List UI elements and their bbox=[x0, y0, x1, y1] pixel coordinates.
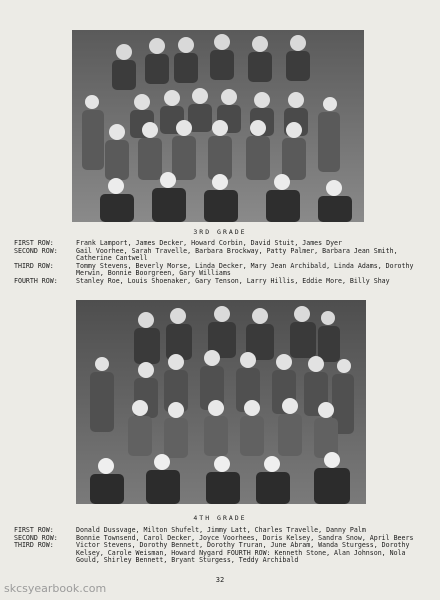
names-list-3rd-grade bbox=[14, 240, 426, 286]
row-names: Tommy Stevens, Beverly Morse, Linda Decker, Mary Jean Archibald, Linda Adams, Dorothy Merwin, Bonnie Boorgreen, Gary Williams bbox=[76, 261, 414, 278]
names-list-4th-grade bbox=[14, 527, 426, 565]
row-label: THIRD ROW: bbox=[14, 261, 54, 270]
row-names: Stanley Roe, Louis Shoenaker, Gary Tenson, Larry Hillis, Eddie More, Billy Shay bbox=[76, 276, 390, 285]
row-names: Gail Voorhee, Sarah Travelle, Barbara Brockway, Patty Palmer, Barbara Jean Smith, Catherine Cantwell bbox=[76, 246, 398, 263]
row-label: THIRD ROW: bbox=[14, 541, 54, 550]
class-photo-3rd-grade bbox=[72, 30, 364, 222]
row-names: Bonnie Townsend, Carol Decker, Joyce Voorhees, Doris Kelsey, Sandra Snow, April Beers bbox=[76, 533, 414, 542]
class-photo-4th-grade bbox=[76, 300, 366, 504]
caption-4th-grade: 4TH GRADE bbox=[193, 514, 247, 522]
page-number: 32 bbox=[215, 576, 225, 584]
row-label: FOURTH ROW: bbox=[14, 276, 58, 285]
row-label: SECOND ROW: bbox=[14, 533, 58, 542]
class-photo-4th-grade-image bbox=[76, 300, 366, 504]
row-label: FIRST ROW: bbox=[14, 526, 54, 534]
name-row bbox=[14, 278, 426, 286]
row-names: Donald Dussvage, Milton Shufelt, Jimmy Latt, Charles Travelle, Danny Palm bbox=[76, 526, 366, 534]
caption-3rd-grade: 3RD GRADE bbox=[193, 228, 247, 236]
watermark: skcsyearbook.com bbox=[4, 582, 107, 595]
row-names: Victor Stevens, Dorothy Bennett, Dorothy Truran, June Abram, Wanda Sturgess, Dorothy Kelsey, Carole Weisman, Howard Nygard FOURTH ROW: Kenneth Stone, Alan Johnson, Nola Gould, Shirley Bennett, Bryant Sturgess, Teddy Archibald bbox=[76, 541, 410, 565]
name-row bbox=[14, 263, 426, 278]
row-label: FIRST ROW: bbox=[14, 239, 54, 247]
name-row bbox=[14, 542, 426, 565]
name-row bbox=[14, 248, 426, 263]
row-label: SECOND ROW: bbox=[14, 246, 58, 255]
row-names: Frank Lamport, James Decker, Howard Corbin, David Stuit, James Dyer bbox=[76, 239, 342, 247]
class-photo-3rd-grade-image bbox=[72, 30, 364, 222]
